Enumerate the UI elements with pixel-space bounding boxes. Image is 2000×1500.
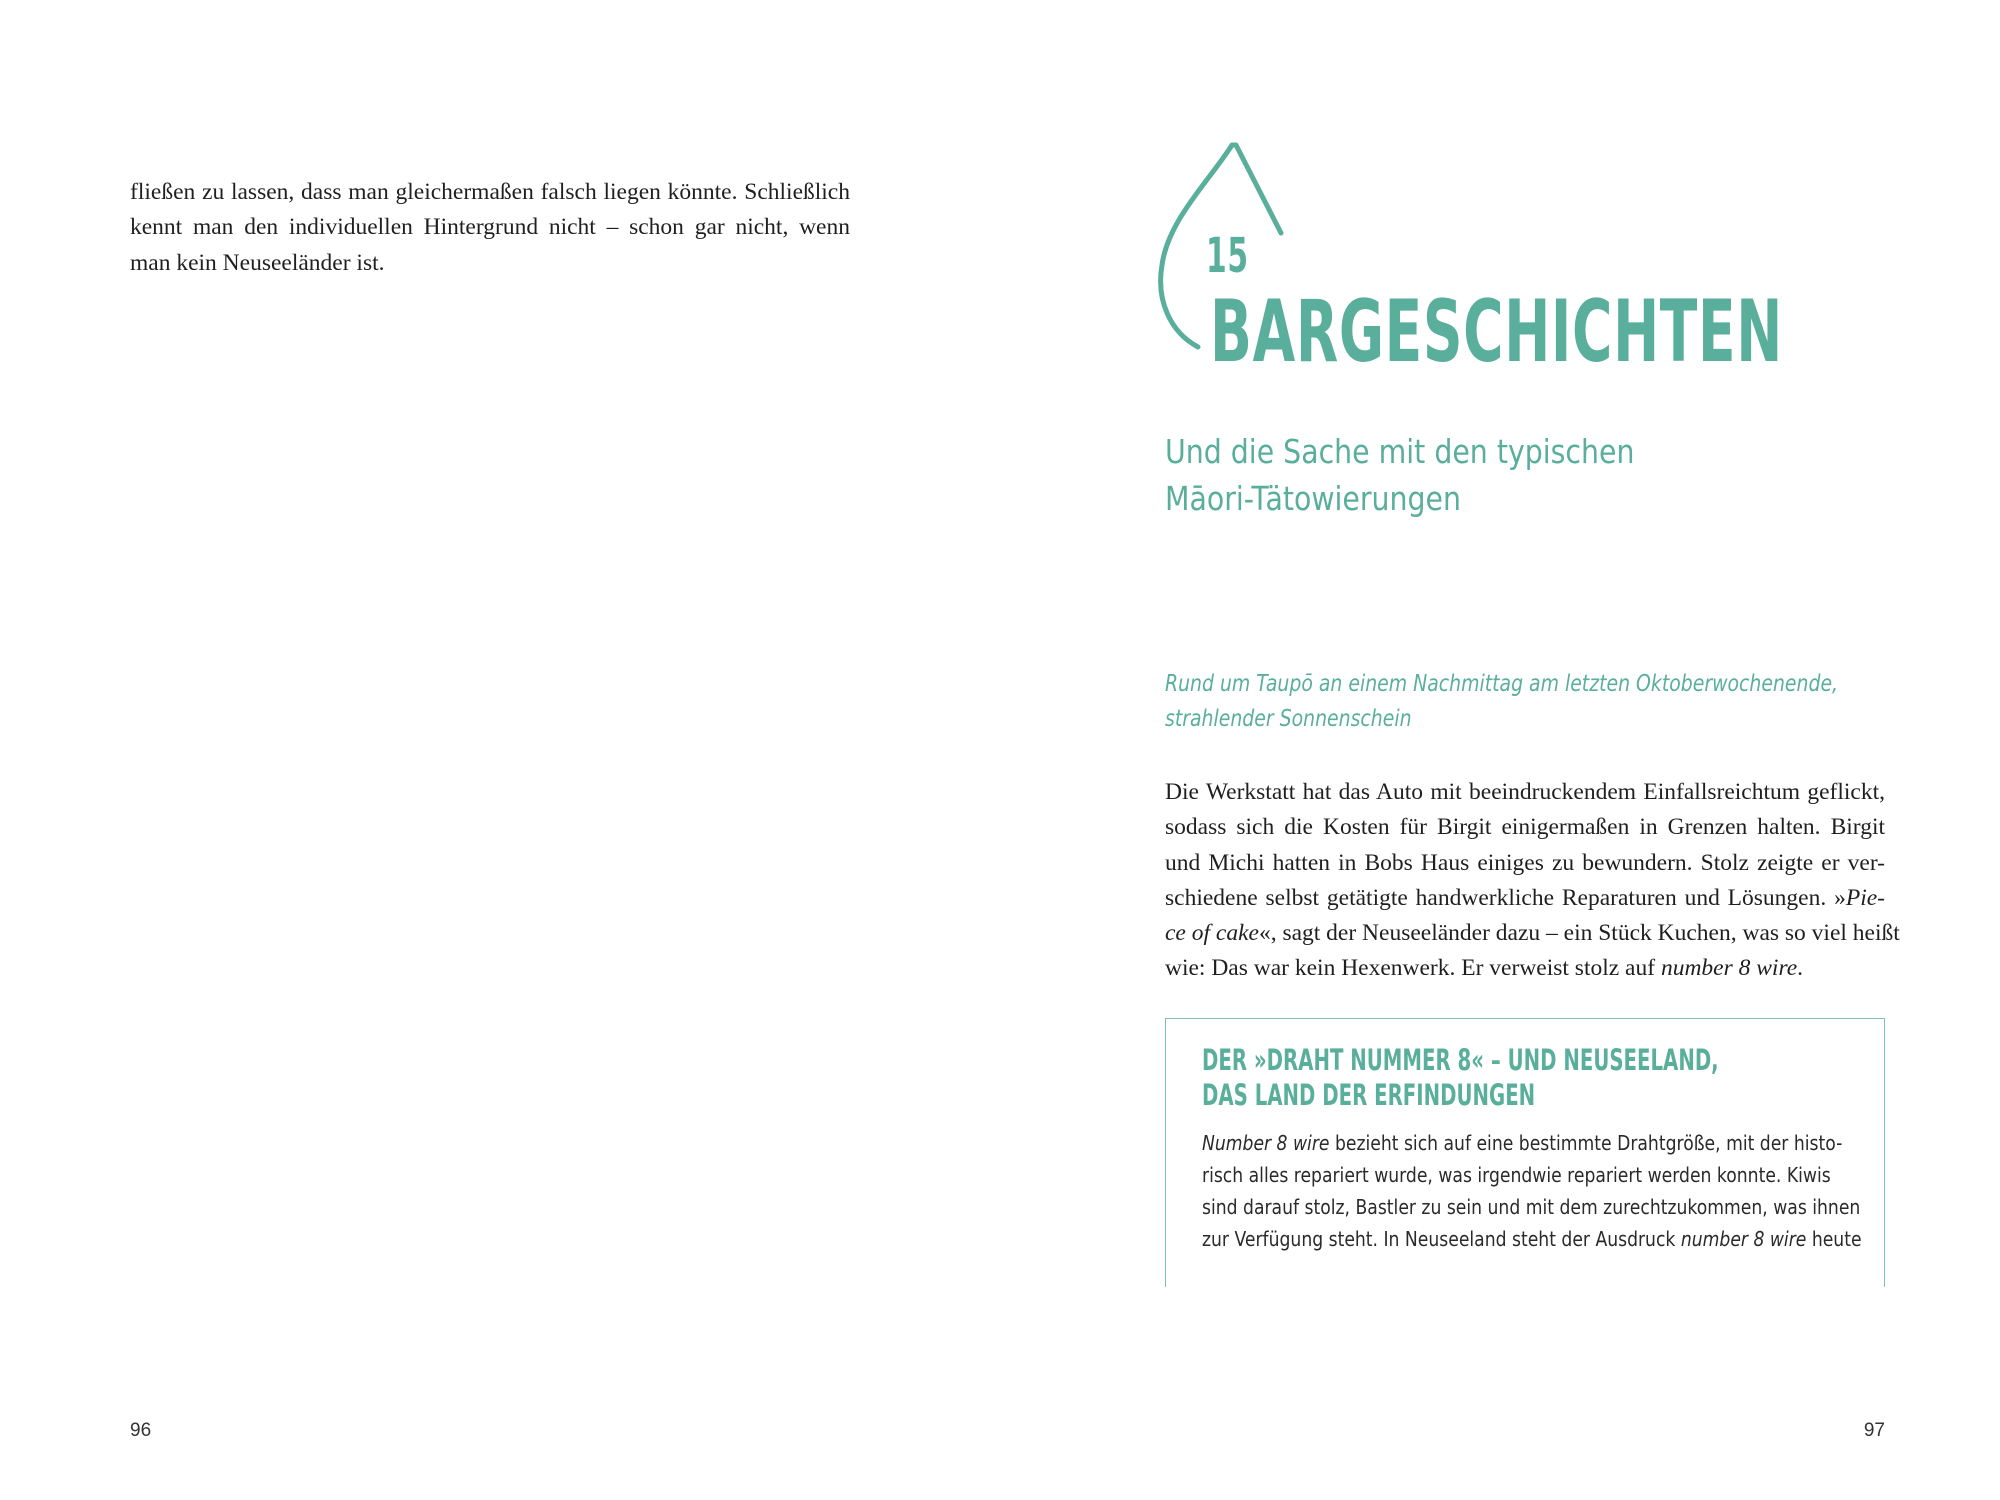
text-run: «, sagt der Neuseeländer dazu – ein Stück Kuchen, was so viel heißt <box>1258 920 1900 947</box>
text-line <box>1165 881 1885 916</box>
text-run: schiedene selbst getätigte handwerkliche Reparaturen und Lösungen. » <box>1165 884 1846 911</box>
page-number-right: 97 <box>1863 1420 1885 1441</box>
scene-setting <box>1165 667 1885 737</box>
chapter-subtitle <box>1165 428 1865 522</box>
text-line: sodass sich die Kosten für Birgit einigermaßen in Grenzen halten. Birgit <box>1165 814 1885 841</box>
text-line: fließen zu lassen, dass man gleichermaßen falsch liegen könnte. Schließlich <box>130 179 850 205</box>
text-run: . <box>1797 955 1804 982</box>
text-line <box>1165 951 1885 986</box>
chapter-title: BARGESCHICHTEN <box>1210 282 1783 382</box>
box-title-line: DER »DRAHT NUMMER 8« – UND NEUSEELAND, <box>1202 1043 1719 1077</box>
text-run: zur Verfügung steht. In Neuseeland steht der Ausdruck <box>1202 1227 1681 1251</box>
chapter-number: 15 <box>1206 228 1249 284</box>
text-run: bezieht sich auf eine bestimmte Drahtgröße, mit der histo- <box>1329 1131 1843 1155</box>
italic-run: ce of cake <box>1165 920 1259 947</box>
italic-run: number 8 wire <box>1680 1227 1807 1251</box>
box-text-line: sind darauf stolz, Bastler zu sein und mit dem zurechtzukommen, was ihnen <box>1202 1195 1861 1219</box>
text-line: und Michi hatten in Bobs Haus einiges zu bewundern. Stolz zeigte er ver- <box>1165 849 1885 876</box>
info-box-text <box>1202 1127 1862 1255</box>
box-text-line: risch alles repariert wurde, was irgendwie repariert werden konnte. Kiwis <box>1202 1163 1831 1187</box>
box-text-line <box>1202 1223 1862 1255</box>
text-line: kennt man den individuellen Hintergrund nicht – schon gar nicht, wenn <box>130 214 850 241</box>
italic-run: Pie- <box>1845 884 1885 911</box>
text-line: man kein Neuseeländer ist. <box>130 249 385 276</box>
setting-line: strahlender Sonnenschein <box>1165 706 1412 732</box>
right-page <box>1000 0 2000 1500</box>
subtitle-line: Und die Sache mit den typischen <box>1165 432 1635 471</box>
setting-line: Rund um Taupō an einem Nachmittag am letzten Oktoberwochenende, <box>1165 671 1839 697</box>
text-line: Die Werkstatt hat das Auto mit beeindruckendem Einfallsreichtum geflickt, <box>1165 779 1885 805</box>
info-box-title <box>1202 1043 1962 1113</box>
italic-run: number 8 wire <box>1660 955 1798 982</box>
text-line <box>1165 916 1900 951</box>
page-number-left: 96 <box>130 1420 152 1441</box>
subtitle-line: Māori-Tätowierungen <box>1165 479 1462 518</box>
box-text-line <box>1202 1127 1843 1159</box>
text-run: wie: Das war kein Hexenwerk. Er verweist stolz auf <box>1165 955 1661 982</box>
body-paragraph-left <box>130 175 850 281</box>
body-paragraph-right <box>1165 775 1900 987</box>
text-run: heute <box>1806 1227 1862 1251</box>
info-box <box>1165 1018 1885 1287</box>
box-title-line: DAS LAND DER ERFINDUNGEN <box>1202 1078 1536 1112</box>
italic-run: Number 8 wire <box>1202 1131 1330 1155</box>
